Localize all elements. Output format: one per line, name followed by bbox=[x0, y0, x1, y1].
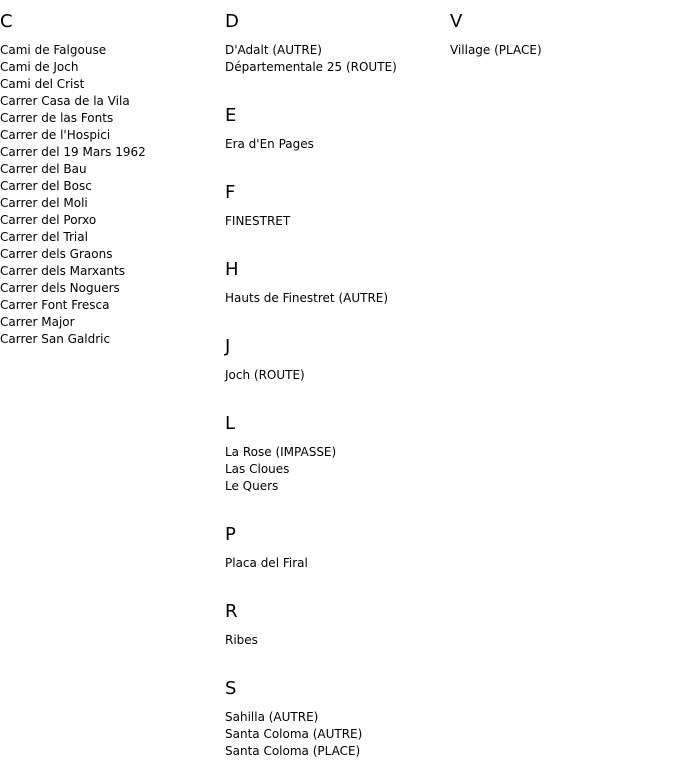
street-link[interactable]: Carrer de las Fonts bbox=[0, 111, 114, 125]
street-link[interactable]: Départementale 25 (ROUTE) bbox=[225, 60, 397, 74]
street-link[interactable]: D'Adalt (AUTRE) bbox=[225, 43, 322, 57]
street-index-column-2 bbox=[225, 0, 450, 778]
letter-section-v bbox=[450, 0, 675, 59]
section-letter: J bbox=[225, 336, 231, 357]
letter-section-r bbox=[225, 590, 450, 649]
street-list bbox=[225, 42, 450, 76]
section-letter: S bbox=[225, 678, 237, 699]
letter-section-c bbox=[0, 0, 225, 348]
street-list bbox=[450, 42, 675, 59]
street-list bbox=[225, 632, 450, 649]
letter-section-p bbox=[225, 513, 450, 572]
street-link[interactable]: Carrer del 19 Mars 1962 bbox=[0, 145, 146, 159]
letter-section-f bbox=[225, 171, 450, 230]
letter-section-l bbox=[225, 402, 450, 495]
street-link[interactable]: Sahilla (AUTRE) bbox=[225, 710, 319, 724]
street-link[interactable]: Village (PLACE) bbox=[450, 43, 542, 57]
street-index-column-3 bbox=[450, 0, 675, 77]
street-link[interactable]: Carrer San Galdric bbox=[0, 332, 111, 346]
street-list bbox=[0, 42, 225, 348]
letter-section-e bbox=[225, 94, 450, 153]
letter-section-s bbox=[225, 667, 450, 760]
section-letter: V bbox=[450, 11, 463, 32]
street-link[interactable]: Hauts de Finestret (AUTRE) bbox=[225, 291, 389, 305]
street-list bbox=[225, 367, 450, 384]
street-link[interactable]: Carrer del Trial bbox=[0, 230, 88, 244]
street-link[interactable]: Placa del Firal bbox=[225, 556, 308, 570]
section-letter: D bbox=[225, 11, 239, 32]
section-letter: F bbox=[225, 182, 236, 203]
street-link[interactable]: La Rose (IMPASSE) bbox=[225, 445, 337, 459]
street-link[interactable]: Le Quers bbox=[225, 479, 279, 493]
street-list bbox=[225, 555, 450, 572]
street-link[interactable]: Carrer Casa de la Vila bbox=[0, 94, 130, 108]
street-index-column-1 bbox=[0, 0, 225, 366]
section-letter: R bbox=[225, 601, 238, 622]
street-link[interactable]: Carrer Major bbox=[0, 315, 75, 329]
street-link[interactable]: Joch (ROUTE) bbox=[225, 368, 305, 382]
street-link[interactable]: Las Cloues bbox=[225, 462, 290, 476]
street-list bbox=[225, 213, 450, 230]
street-link[interactable]: Cami de Joch bbox=[0, 60, 79, 74]
street-link[interactable]: Cami de Falgouse bbox=[0, 43, 107, 57]
letter-section-j bbox=[225, 325, 450, 384]
street-link[interactable]: Santa Coloma (AUTRE) bbox=[225, 727, 363, 741]
street-list bbox=[225, 709, 450, 760]
street-list bbox=[225, 290, 450, 307]
street-link[interactable]: Carrer del Moli bbox=[0, 196, 88, 210]
street-link[interactable]: FINESTRET bbox=[225, 214, 291, 228]
street-list bbox=[225, 136, 450, 153]
letter-section-h bbox=[225, 248, 450, 307]
street-link[interactable]: Carrer del Bau bbox=[0, 162, 87, 176]
letter-section-d bbox=[225, 0, 450, 76]
street-link[interactable]: Santa Coloma (PLACE) bbox=[225, 744, 361, 758]
street-link[interactable]: Carrer dels Graons bbox=[0, 247, 113, 261]
street-link[interactable]: Carrer dels Marxants bbox=[0, 264, 125, 278]
street-link[interactable]: Carrer Font Fresca bbox=[0, 298, 110, 312]
section-letter: E bbox=[225, 105, 237, 126]
street-link[interactable]: Era d'En Pages bbox=[225, 137, 314, 151]
street-link[interactable]: Cami del Crist bbox=[0, 77, 85, 91]
street-link[interactable]: Carrer del Bosc bbox=[0, 179, 92, 193]
street-link[interactable]: Carrer de l'Hospici bbox=[0, 128, 111, 142]
section-letter: L bbox=[225, 413, 236, 434]
street-link[interactable]: Ribes bbox=[225, 633, 258, 647]
street-link[interactable]: Carrer dels Noguers bbox=[0, 281, 120, 295]
section-letter: P bbox=[225, 524, 236, 545]
street-list bbox=[225, 444, 450, 495]
street-link[interactable]: Carrer del Porxo bbox=[0, 213, 97, 227]
section-letter: H bbox=[225, 259, 239, 280]
section-letter: C bbox=[0, 11, 13, 32]
